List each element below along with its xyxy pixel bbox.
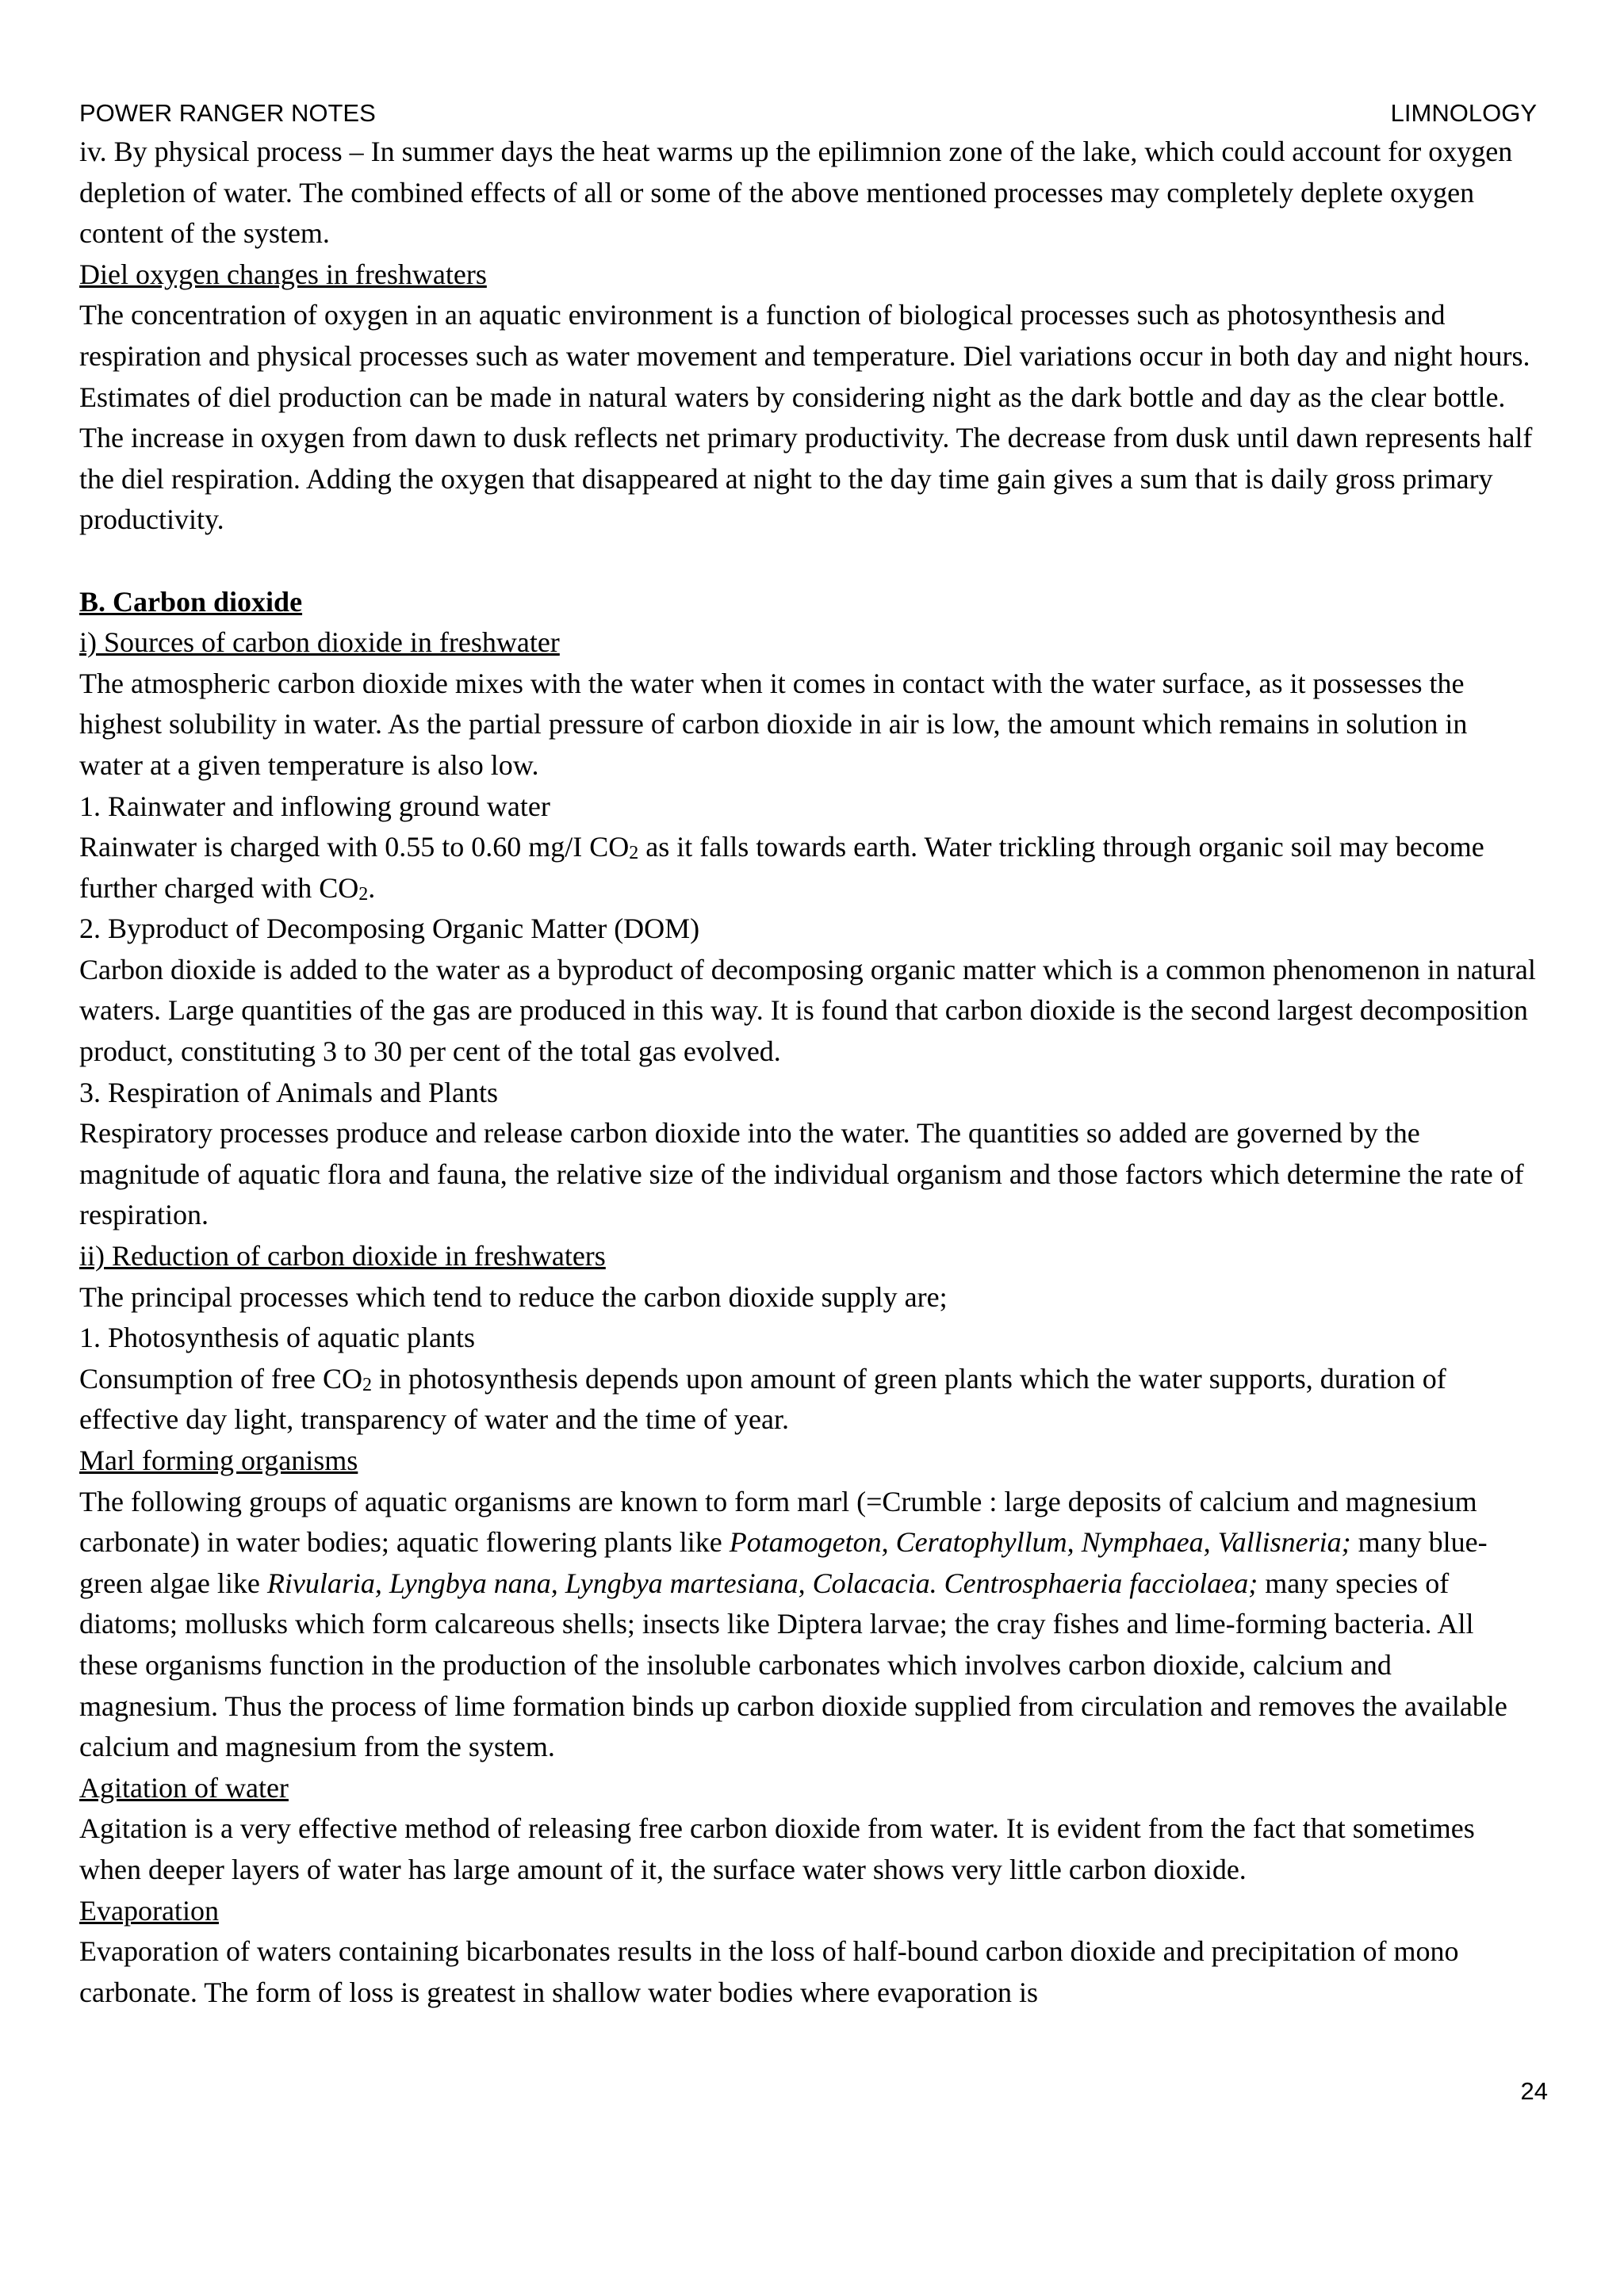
paragraph-agitation: Agitation is a very effective method of releasing free carbon dioxide from water. It is evident from the fact that sometimes when deeper layers of water has large amount of it, the surface water shows very little carbon dioxide. [79, 1812, 1475, 1885]
paragraph-physical-process: iv. By physical process – In summer days the heat warms up the epilimnion zone of the lake, which could account for oxygen depletion of water. The combined effects of all or some of the above mentioned processes may completely deplete oxygen content of the system. [79, 136, 1513, 250]
heading-carbon-dioxide: B. Carbon dioxide [79, 585, 303, 618]
heading-agitation: Agitation of water [79, 1771, 289, 1804]
marl-text-1: The following groups of aquatic organisms are known to form marl (=Crumble : large deposits of calcium and magnesium carbonate) in water bodies; aquatic flowering plants like [79, 1485, 1477, 1559]
marl-plants-italic: Potamogeton, Ceratophyllum, Nymphaea, Vallisneria; [729, 1526, 1351, 1559]
heading-diel-oxygen: Diel oxygen changes in freshwaters [79, 258, 487, 290]
paragraph-rainwater [79, 827, 1537, 909]
paragraph-diel-oxygen: The concentration of oxygen in an aquatic environment is a function of biological processes such as photosynthesis and respiration and physical processes such as water movement and temperature. Diel variations occur in both day and night hours. Estimates of diel production can be made in natural waters by considering night as the dark bottle and day as the clear bottle. The increase in oxygen from dawn to dusk reflects net primary productivity. The decrease from dusk until dawn represents half the diel respiration. Adding the oxygen that disappeared at night to the day time gain gives a sum that is daily gross primary productivity. [79, 299, 1533, 536]
heading-marl: Marl forming organisms [79, 1445, 358, 1476]
paragraph-respiration: Respiratory processes produce and release carbon dioxide into the water. The quantities so added are governed by the magnitude of aquatic flora and fauna, the relative size of the individual organism and those factors which determine the rate of respiration. [79, 1117, 1524, 1231]
heading-dom: 2. Byproduct of Decomposing Organic Matter (DOM) [79, 913, 700, 945]
marl-text-2: many blue-green algae like [79, 1526, 1488, 1599]
paragraph-sources: The atmospheric carbon dioxide mixes with the water when it comes in contact with the water surface, as it possesses the highest solubility in water. As the partial pressure of carbon dioxide in air is low, the amount which remains in solution in water at a given temperature is also low. [79, 667, 1468, 781]
rain-text-c: . [368, 871, 376, 904]
spacer [79, 541, 1537, 582]
header-right: LIMNOLOGY [1390, 99, 1537, 127]
body-text [79, 132, 1537, 2013]
page-header [79, 95, 1537, 132]
heading-evaporation: Evaporation [79, 1894, 219, 1927]
photo-text-a: Consumption of free CO [79, 1362, 362, 1395]
subscript-2: 2 [362, 1374, 372, 1395]
heading-reduction: ii) Reduction of carbon dioxide in freshwaters [79, 1240, 606, 1272]
marl-text-3: many species of diatoms; mollusks which form calcareous shells; insects like Diptera larvae; the cray fishes and lime-forming bacteria. All these organisms function in the production of the insoluble carbonates which involves carbon dioxide, calcium and magnesium. Thus the process of lime formation binds up carbon dioxide supplied from circulation and removes the available calcium and magnesium from the system. [79, 1567, 1507, 1763]
heading-rainwater: 1. Rainwater and inflowing ground water [79, 790, 550, 822]
rain-text-b: as it falls towards earth. Water trickling through organic soil may become further charged with CO [79, 831, 1484, 904]
paragraph-marl [79, 1482, 1537, 1768]
heading-sources: i) Sources of carbon dioxide in freshwater [79, 626, 560, 659]
paragraph-dom: Carbon dioxide is added to the water as a byproduct of decomposing organic matter which is a common phenomenon in natural waters. Large quantities of the gas are produced in this way. It is found that carbon dioxide is the second largest decomposition product, constituting 3 to 30 per cent of the total gas evolved. [79, 953, 1536, 1068]
heading-respiration: 3. Respiration of Animals and Plants [79, 1076, 498, 1108]
header-left: POWER RANGER NOTES [79, 99, 376, 127]
paragraph-photosynthesis [79, 1359, 1537, 1441]
paragraph-reduction: The principal processes which tend to reduce the carbon dioxide supply are; [79, 1280, 948, 1313]
page-number: 24 [1520, 2077, 1548, 2105]
rain-text-a: Rainwater is charged with 0.55 to 0.60 mg/I CO [79, 831, 630, 863]
photo-text-b: in photosynthesis depends upon amount of green plants which the water supports, duration of effective day light, transparency of water and the time of year. [79, 1362, 1446, 1436]
subscript-2: 2 [629, 843, 639, 864]
subscript-2: 2 [358, 883, 369, 905]
paragraph-evaporation: Evaporation of waters containing bicarbonates results in the loss of half-bound carbon dioxide and precipitation of mono carbonate. The form of loss is greatest in shallow water bodies where evaporation is [79, 1935, 1459, 2008]
marl-algae-italic: Rivularia, Lyngbya nana, Lyngbya martesiana, Colacacia. Centrosphaeria facciolaea; [266, 1567, 1258, 1599]
heading-photosynthesis: 1. Photosynthesis of aquatic plants [79, 1322, 475, 1354]
